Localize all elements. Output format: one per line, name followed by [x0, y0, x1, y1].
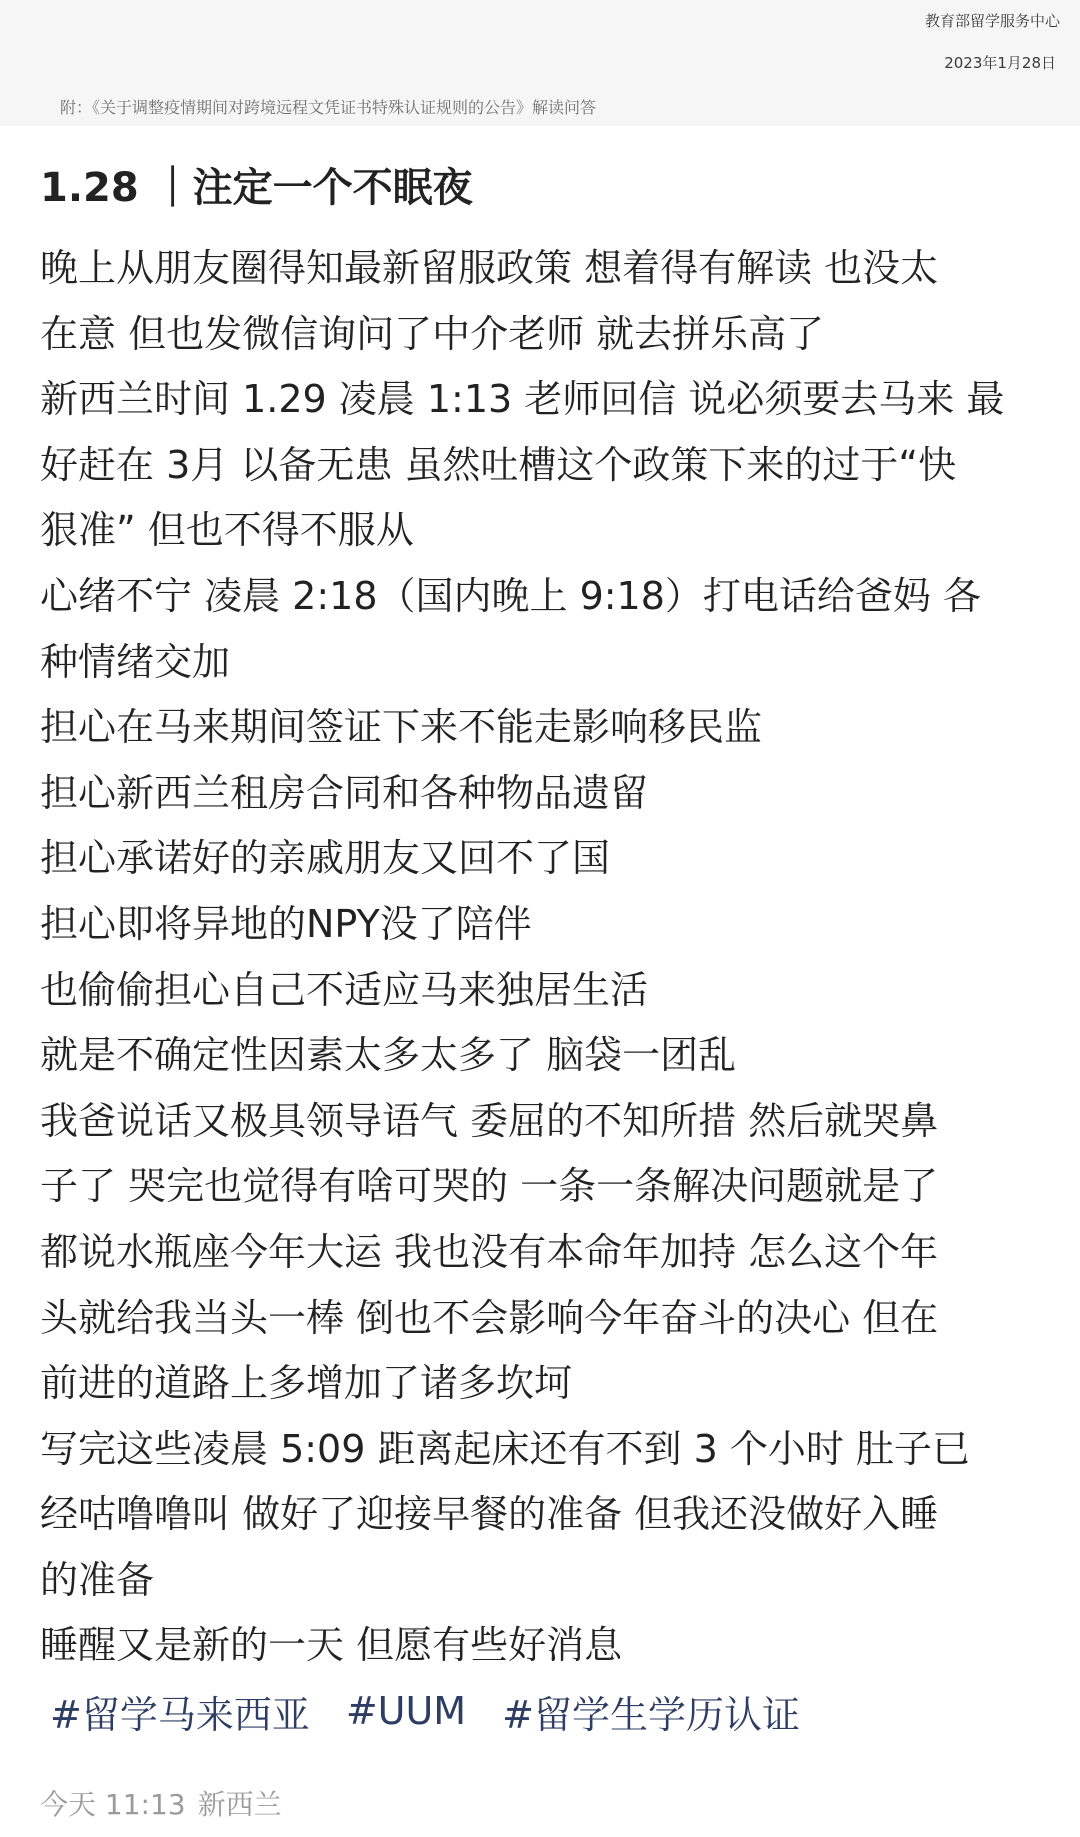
body-line: 晚上从朋友圈得知最新留服政策 想着得有解读 也没太	[40, 246, 939, 290]
notice-title: 附：《关于调整疫情期间对跨境远程文凭证书特殊认证规则的公告》解读问答	[60, 98, 597, 117]
body-line: 担心即将异地的NPY没了陪伴	[40, 901, 532, 946]
body-line: 种情绪交加	[40, 639, 231, 684]
body-line: 头就给我当头一棒 倒也不会影响今年奋斗的决心 但在	[40, 1295, 939, 1340]
body-line: 就是不确定性因素太多太多了 脑袋一团乱	[40, 1033, 737, 1078]
body-line: 担心新西兰租房合同和各种物品遗留	[40, 770, 649, 815]
body-line: 在意 但也发微信询问了中介老师 就去拼乐高了	[40, 311, 825, 356]
body-line: 睡醒又是新的一天 但愿有些好消息	[40, 1623, 623, 1668]
body-line: 前进的道路上多增加了诸多坎坷	[40, 1361, 573, 1406]
body-line: 心绪不宁 凌晨 2:18（国内晚上 9:18）打电话给爸妈 各	[40, 573, 981, 618]
post-location: 新西兰	[197, 1788, 282, 1821]
hashtag-link[interactable]: #留学生学历认证	[502, 1692, 800, 1737]
post-meta	[40, 1783, 282, 1823]
post-time: 今天 11:13	[40, 1788, 186, 1821]
hashtag-link[interactable]: #留学马来西亚	[50, 1692, 310, 1737]
body-line: 的准备	[40, 1557, 155, 1602]
issuer-name: 教育部留学服务中心	[924, 12, 1060, 30]
body-line: 担心承诺好的亲戚朋友又回不了国	[40, 836, 611, 881]
hashtag-link[interactable]: #UUM	[345, 1689, 467, 1733]
body-line: 狠准” 但也不得不服从	[40, 508, 414, 553]
body-line: 也偷偷担心自己不适应马来独居生活	[40, 967, 649, 1012]
attached-image-header	[0, 0, 1080, 126]
body-line: 我爸说话又极具领导语气 委屈的不知所措 然后就哭鼻	[40, 1098, 939, 1143]
body-line: 好赶在 3月 以备无患 虽然吐槽这个政策下来的过于“快	[40, 442, 957, 487]
body-line: 经咕噜噜叫 做好了迎接早餐的准备 但我还没做好入睡	[40, 1492, 939, 1537]
body-line: 都说水瓶座今年大运 我也没有本命年加持 怎么这个年	[40, 1229, 939, 1274]
post-body	[40, 236, 1050, 1679]
body-line: 写完这些凌晨 5:09 距离起床还有不到 3 个小时 肚子已	[40, 1426, 970, 1471]
body-line: 子了 哭完也觉得有啥可哭的 一条一条解决问题就是了	[40, 1164, 939, 1209]
body-line: 担心在马来期间签证下来不能走影响移民监	[40, 705, 763, 750]
post-title: 1.28 ｜注定一个不眠夜	[40, 165, 473, 211]
issue-date: 2023年1月28日	[944, 54, 1056, 72]
hashtag-list	[50, 1683, 836, 1739]
body-line: 新西兰时间 1.29 凌晨 1:13 老师回信 说必须要去马来 最	[40, 377, 1005, 422]
